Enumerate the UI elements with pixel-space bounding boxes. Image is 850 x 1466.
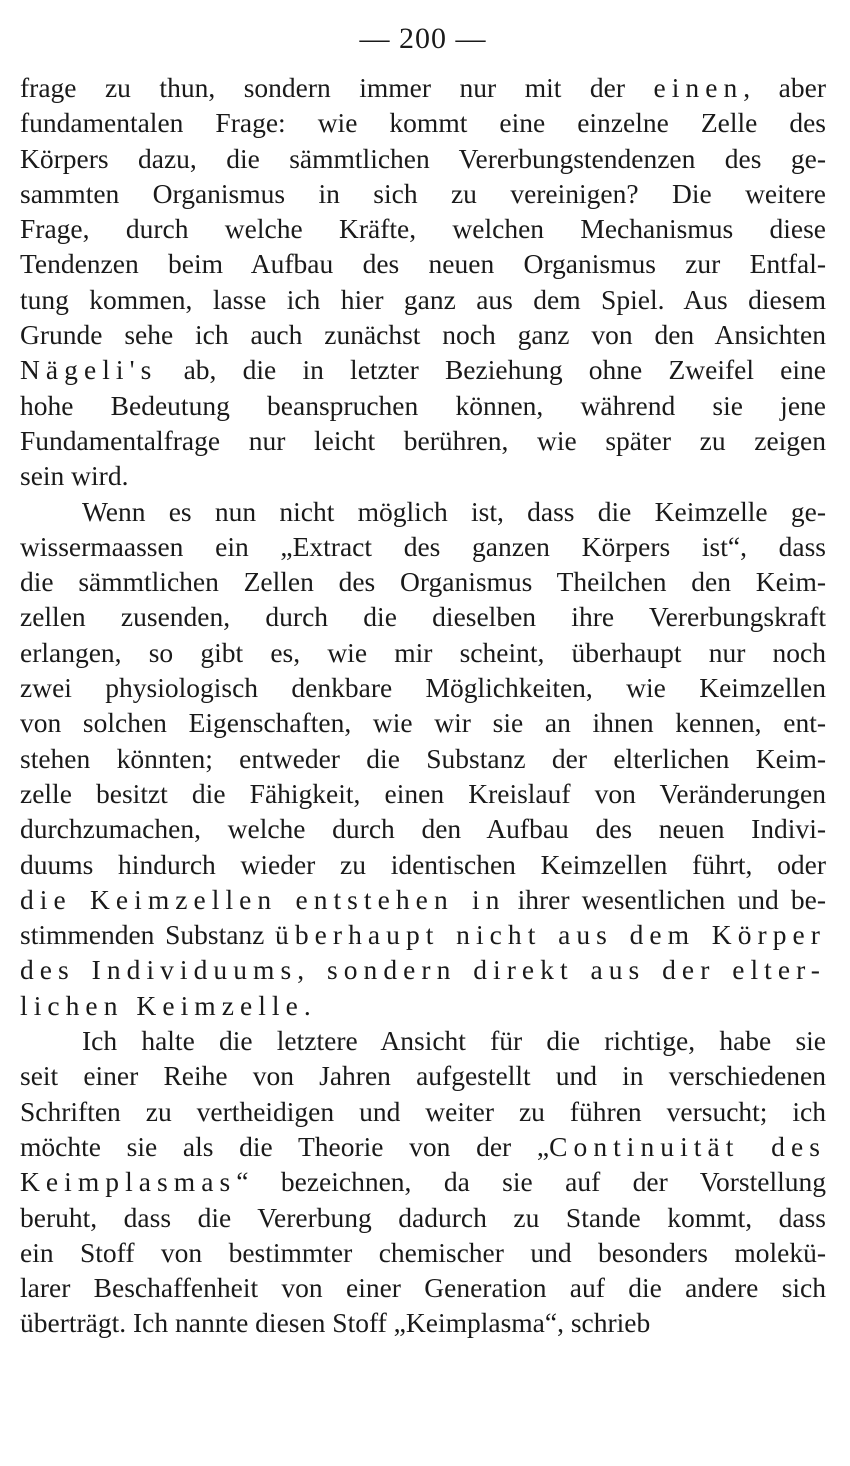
text-line (20, 635, 826, 670)
text-segment: seit einer Reihe von Jahren aufgestellt und in verschiedenen (20, 1060, 826, 1092)
text-segment: stimmenden Substanz (20, 919, 276, 951)
text-segment: von solchen Eigenschaften, wie wir sie an ihnen kennen, ent- (20, 707, 826, 739)
spaced-emphasis: Nägeli's (20, 354, 158, 386)
text-line (20, 1235, 826, 1270)
paragraph (20, 494, 826, 1023)
text-line (20, 1305, 826, 1340)
text-line (20, 211, 826, 246)
text-line (20, 741, 826, 776)
text-segment: Grunde sehe ich auch zunächst noch ganz von den Ansichten (20, 319, 826, 351)
text-segment: hohe Bedeutung beanspruchen können, während sie jene (20, 389, 826, 421)
text-segment: Schriften zu vertheidigen und weiter zu führen versucht; ich (20, 1095, 826, 1127)
text-segment: die sämmtlichen Zellen des Organismus Theilchen den Keim- (20, 566, 826, 598)
text-segment: Frage, durch welche Kräfte, welchen Mechanismus diese (20, 213, 826, 245)
text-line (20, 458, 826, 493)
text-segment: Körpers dazu, die sämmtlichen Vererbungstendenzen des ge- (20, 142, 826, 174)
text-line (20, 423, 826, 458)
text-segment: sein wird. (20, 460, 129, 492)
text-line (20, 1058, 826, 1093)
text-segment: . (303, 989, 311, 1021)
text-line (20, 1164, 826, 1199)
text-segment: “ bezeichnen, da sie auf der Vorstellung (236, 1166, 826, 1198)
text-line (20, 952, 826, 987)
text-segment: sammten Organismus in sich zu vereinigen? Die weitere (20, 177, 826, 209)
text-segment: Fundamentalfrage nur leicht berühren, wie später zu zeigen (20, 424, 826, 456)
book-page (20, 18, 826, 1341)
body-text (20, 70, 826, 1341)
text-line (20, 282, 826, 317)
text-line (20, 317, 826, 352)
text-line (20, 564, 826, 599)
text-segment: erlangen, so gibt es, wie mir scheint, überhaupt nur noch (20, 636, 826, 668)
page-number: — 200 — (359, 22, 487, 55)
text-line (20, 176, 826, 211)
text-line (20, 917, 826, 952)
text-line (20, 494, 826, 529)
text-segment: duums hindurch wieder zu identischen Keimzellen führt, oder (20, 848, 826, 880)
text-segment: Tendenzen beim Aufbau des neuen Organismus zur Entfal- (20, 248, 826, 280)
text-segment: ihrer wesentlichen und be- (505, 883, 826, 915)
spaced-emphasis: lichen Keimzelle (20, 989, 304, 1021)
paragraph (20, 70, 826, 494)
text-line (20, 70, 826, 105)
text-segment: zelle besitzt die Fähigkeit, einen Kreislauf von Veränderungen (20, 777, 826, 809)
text-segment: frage zu thun, sondern immer nur mit der (20, 72, 654, 103)
spaced-emphasis: überhaupt nicht aus dem Körper (275, 919, 826, 951)
text-segment: möchte sie als die Theorie von der „ (20, 1130, 550, 1162)
text-line (20, 705, 826, 740)
text-segment: wissermaassen ein „Extract des ganzen Körpers ist“, dass (20, 530, 826, 562)
text-segment: tung kommen, lasse ich hier ganz aus dem Spiel. Aus diesem (20, 283, 826, 315)
text-line (20, 246, 826, 281)
text-segment: ab, die in letzter Beziehung ohne Zweifel eine (157, 354, 826, 386)
text-line (20, 105, 826, 140)
text-line (20, 811, 826, 846)
text-segment: stehen könnten; entweder die Substanz der elterlichen Keim- (20, 742, 826, 774)
text-segment: fundamentalen Frage: wie kommt eine einzelne Zelle des (20, 107, 826, 139)
text-line (20, 141, 826, 176)
text-segment: zwei physiologisch denkbare Möglichkeiten, wie Keimzellen (20, 672, 826, 704)
text-segment: larer Beschaffenheit von einer Generation auf die andere sich (20, 1272, 826, 1304)
text-line (20, 1023, 826, 1058)
text-segment: zellen zusenden, durch die dieselben ihre Vererbungskraft (20, 601, 826, 633)
spaced-emphasis: die Keimzellen entstehen in (20, 883, 506, 915)
text-segment: überträgt. Ich nannte diesen Stoff „Keimplasma“, schrieb (20, 1307, 651, 1339)
text-line (20, 599, 826, 634)
spaced-emphasis: des Individuums, sondern direkt aus der elter- (20, 954, 826, 986)
text-line (20, 988, 826, 1023)
text-segment: Ich halte die letztere Ansicht für die richtige, habe sie (82, 1025, 826, 1057)
text-segment: durchzumachen, welche durch den Aufbau des neuen Indivi- (20, 813, 826, 845)
text-line (20, 847, 826, 882)
text-line (20, 352, 826, 387)
spaced-emphasis: Continuität des (549, 1130, 826, 1162)
text-line (20, 388, 826, 423)
text-line (20, 1270, 826, 1305)
text-segment: ein Stoff von bestimmter chemischer und besonders molekü- (20, 1236, 826, 1268)
text-segment: Wenn es nun nicht möglich ist, dass die Keimzelle ge- (82, 495, 826, 527)
paragraph (20, 1023, 826, 1341)
text-line (20, 1129, 826, 1164)
text-segment: , aber (743, 72, 826, 103)
text-line (20, 1094, 826, 1129)
text-line (20, 882, 826, 917)
text-line (20, 670, 826, 705)
text-segment: beruht, dass die Vererbung dadurch zu Stande kommt, dass (20, 1201, 826, 1233)
text-line (20, 1200, 826, 1235)
text-line (20, 529, 826, 564)
spaced-emphasis: einen (653, 72, 744, 103)
spaced-emphasis: Keimplasmas (20, 1166, 237, 1198)
text-line (20, 776, 826, 811)
